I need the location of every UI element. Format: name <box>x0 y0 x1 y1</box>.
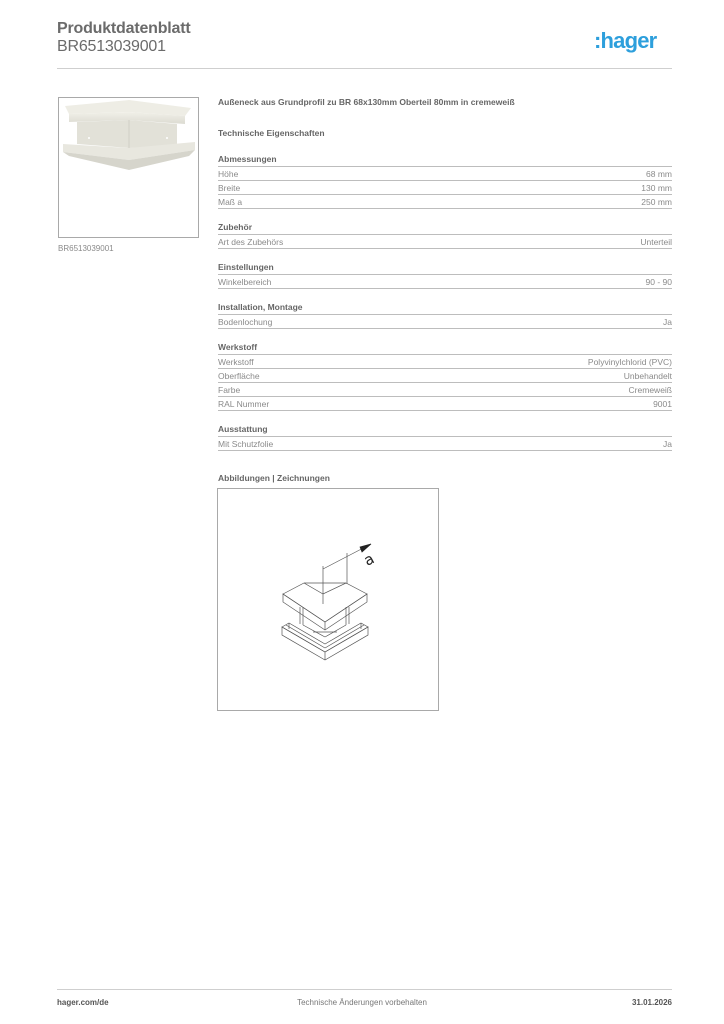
property-row <box>218 397 672 411</box>
section-title: Einstellungen <box>218 262 672 275</box>
property-value: Polyvinylchlorid (PVC) <box>587 357 672 367</box>
drawings-heading: Abbildungen | Zeichnungen <box>218 473 330 483</box>
corner-drawing-icon <box>218 489 438 710</box>
footer-website-link[interactable]: hager.com/de <box>57 998 109 1007</box>
section-material <box>218 342 672 411</box>
property-value: 250 mm <box>641 197 672 207</box>
section-installation <box>218 302 672 329</box>
property-row <box>218 369 672 383</box>
property-row <box>218 195 672 209</box>
property-value: Ja <box>663 439 672 449</box>
property-label: Farbe <box>218 385 241 395</box>
property-row <box>218 181 672 195</box>
section-title: Ausstattung <box>218 424 672 437</box>
property-label: Oberfläche <box>218 371 260 381</box>
product-description: Außeneck aus Grundprofil zu BR 68x130mm Oberteil 80mm in cremeweiß <box>218 97 515 107</box>
footer-date: 31.01.2026 <box>631 998 672 1007</box>
article-number: BR6513039001 <box>57 38 166 55</box>
property-value: Cremeweiß <box>628 385 672 395</box>
property-value: Unterteil <box>640 237 672 247</box>
property-row <box>218 235 672 249</box>
section-equipment <box>218 424 672 451</box>
section-title: Zubehör <box>218 222 672 235</box>
property-row <box>218 315 672 329</box>
property-row <box>218 167 672 181</box>
property-label: RAL Nummer <box>218 399 270 409</box>
property-label: Winkelbereich <box>218 277 272 287</box>
page-title: Produktdatenblatt <box>57 20 191 37</box>
section-title: Installation, Montage <box>218 302 672 315</box>
property-label: Maß a <box>218 197 243 207</box>
property-row <box>218 437 672 451</box>
footer-notice: Technische Änderungen vorbehalten <box>297 998 427 1007</box>
property-label: Höhe <box>218 169 239 179</box>
footer-divider <box>57 989 672 990</box>
property-label: Art des Zubehörs <box>218 237 284 247</box>
property-label: Mit Schutzfolie <box>218 439 274 449</box>
header-divider <box>57 68 672 69</box>
section-accessories <box>218 222 672 249</box>
property-value: Unbehandelt <box>623 371 672 381</box>
product-image-caption: BR6513039001 <box>58 244 114 253</box>
property-value: Ja <box>663 317 672 327</box>
property-value: 9001 <box>653 399 672 409</box>
hager-logo: :hager <box>594 28 657 53</box>
property-label: Werkstoff <box>218 357 254 367</box>
property-value: 90 - 90 <box>645 277 672 287</box>
property-row <box>218 275 672 289</box>
product-details <box>218 97 672 483</box>
property-label: Bodenlochung <box>218 317 273 327</box>
property-row <box>218 383 672 397</box>
section-title: Werkstoff <box>218 342 672 355</box>
section-settings <box>218 262 672 289</box>
property-value: 130 mm <box>641 183 672 193</box>
svg-text:a: a <box>360 549 378 570</box>
section-title: Abmessungen <box>218 154 672 167</box>
property-label: Breite <box>218 183 241 193</box>
technical-drawing <box>217 488 439 711</box>
property-row <box>218 355 672 369</box>
property-value: 68 mm <box>646 169 672 179</box>
section-dimensions <box>218 154 672 209</box>
corner-piece-photo-icon <box>59 98 199 238</box>
technical-properties-heading: Technische Eigenschaften <box>218 128 325 138</box>
product-photo <box>58 97 199 238</box>
